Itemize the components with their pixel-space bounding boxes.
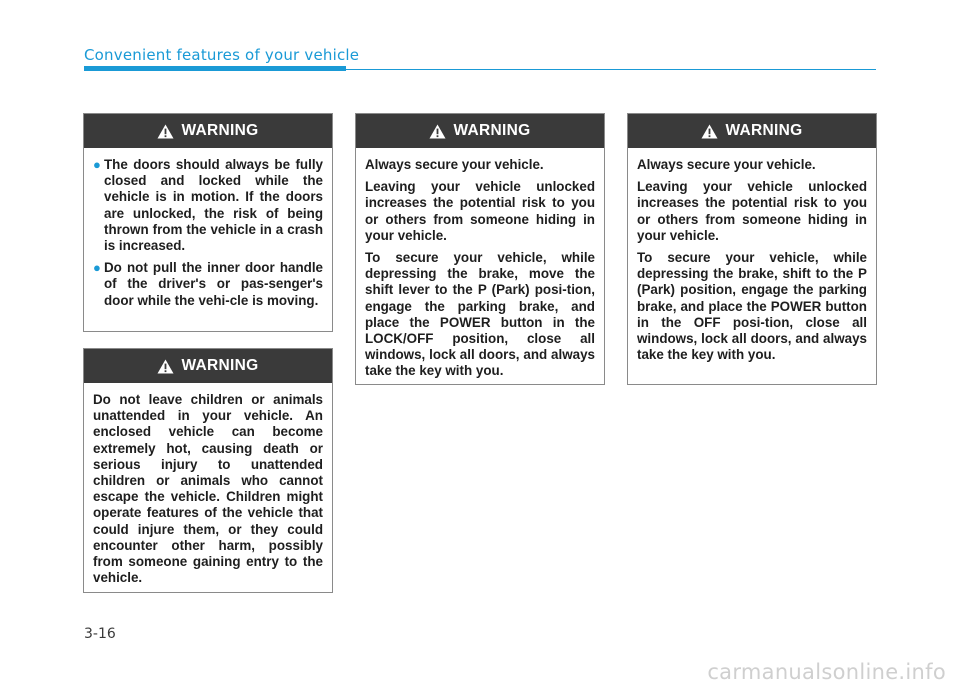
warning-header [84,349,332,383]
warning-box-doors-closed [83,113,333,332]
warning-paragraph: Leaving your vehicle unlocked increases the potential risk to you or others from someone hiding in your vehicle. [637,179,867,243]
bullet-item [93,157,323,254]
warning-paragraph: Do not leave children or animals unattended in your vehicle. An enclosed vehicle can become extremely hot, causing death or serious injury to unattended children or animals who cannot escape the vehicle. Children might operate features of the vehicle that could injure them, or they could encounter other harm, possibly from someone gaining entry to the vehicle. [93,392,323,586]
warning-box-secure-vehicle-shift-button [627,113,877,385]
page-number: 3-16 [84,626,116,642]
bullet-dot-icon: ● [93,260,101,276]
section-title-underline-bar [84,66,346,71]
bullet-text: Do not pull the inner door handle of the driver's or pas-senger's door while the vehi-cle is moving. [104,260,323,308]
warning-body [84,148,332,317]
section-title-rule [346,69,876,70]
warning-label: WARNING [181,357,259,374]
warning-triangle-icon [157,124,174,139]
warning-triangle-icon [157,359,174,374]
section-title: Convenient features of your vehicle [84,46,360,64]
warning-paragraph: Always secure your vehicle. [637,157,816,172]
watermark: carmanualsonline.info [707,660,946,684]
bullet-item [93,260,323,309]
bullet-dot-icon: ● [93,157,101,172]
warning-paragraph: To secure your vehicle, while depressing the brake, shift to the P (Park) position, engage the parking brake, and place the POWER button in the OFF posi-tion, close all windows, lock all doors, and always take the key with you. [637,250,867,363]
warning-paragraph: Always secure your vehicle. [365,157,544,172]
warning-body [628,148,876,371]
bullet-text: The doors should always be fully closed and locked while the vehicle is in motion. If the doors are unlocked, the risk of being thrown from the vehicle in a crash is increased. [104,157,323,254]
warning-header [356,114,604,148]
warning-label: WARNING [453,122,531,139]
warning-paragraph: To secure your vehicle, while depressing the brake, move the shift lever to the P (Park) posi-tion, engage the parking brake, and place the POWER button in the LOCK/OFF position, close all windows, lock all doors, and always take the key with you. [365,250,595,379]
warning-label: WARNING [725,122,803,139]
warning-body [356,148,604,388]
warning-header [84,114,332,148]
warning-paragraph: Leaving your vehicle unlocked increases the potential risk to you or others from someone hiding in your vehicle. [365,179,595,243]
warning-label: WARNING [181,122,259,139]
warning-box-secure-vehicle-shift-lever [355,113,605,385]
warning-body [84,383,332,594]
warning-triangle-icon [429,124,446,139]
warning-bullet-list [93,157,323,309]
warning-header [628,114,876,148]
warning-box-children-animals [83,348,333,593]
warning-triangle-icon [701,124,718,139]
